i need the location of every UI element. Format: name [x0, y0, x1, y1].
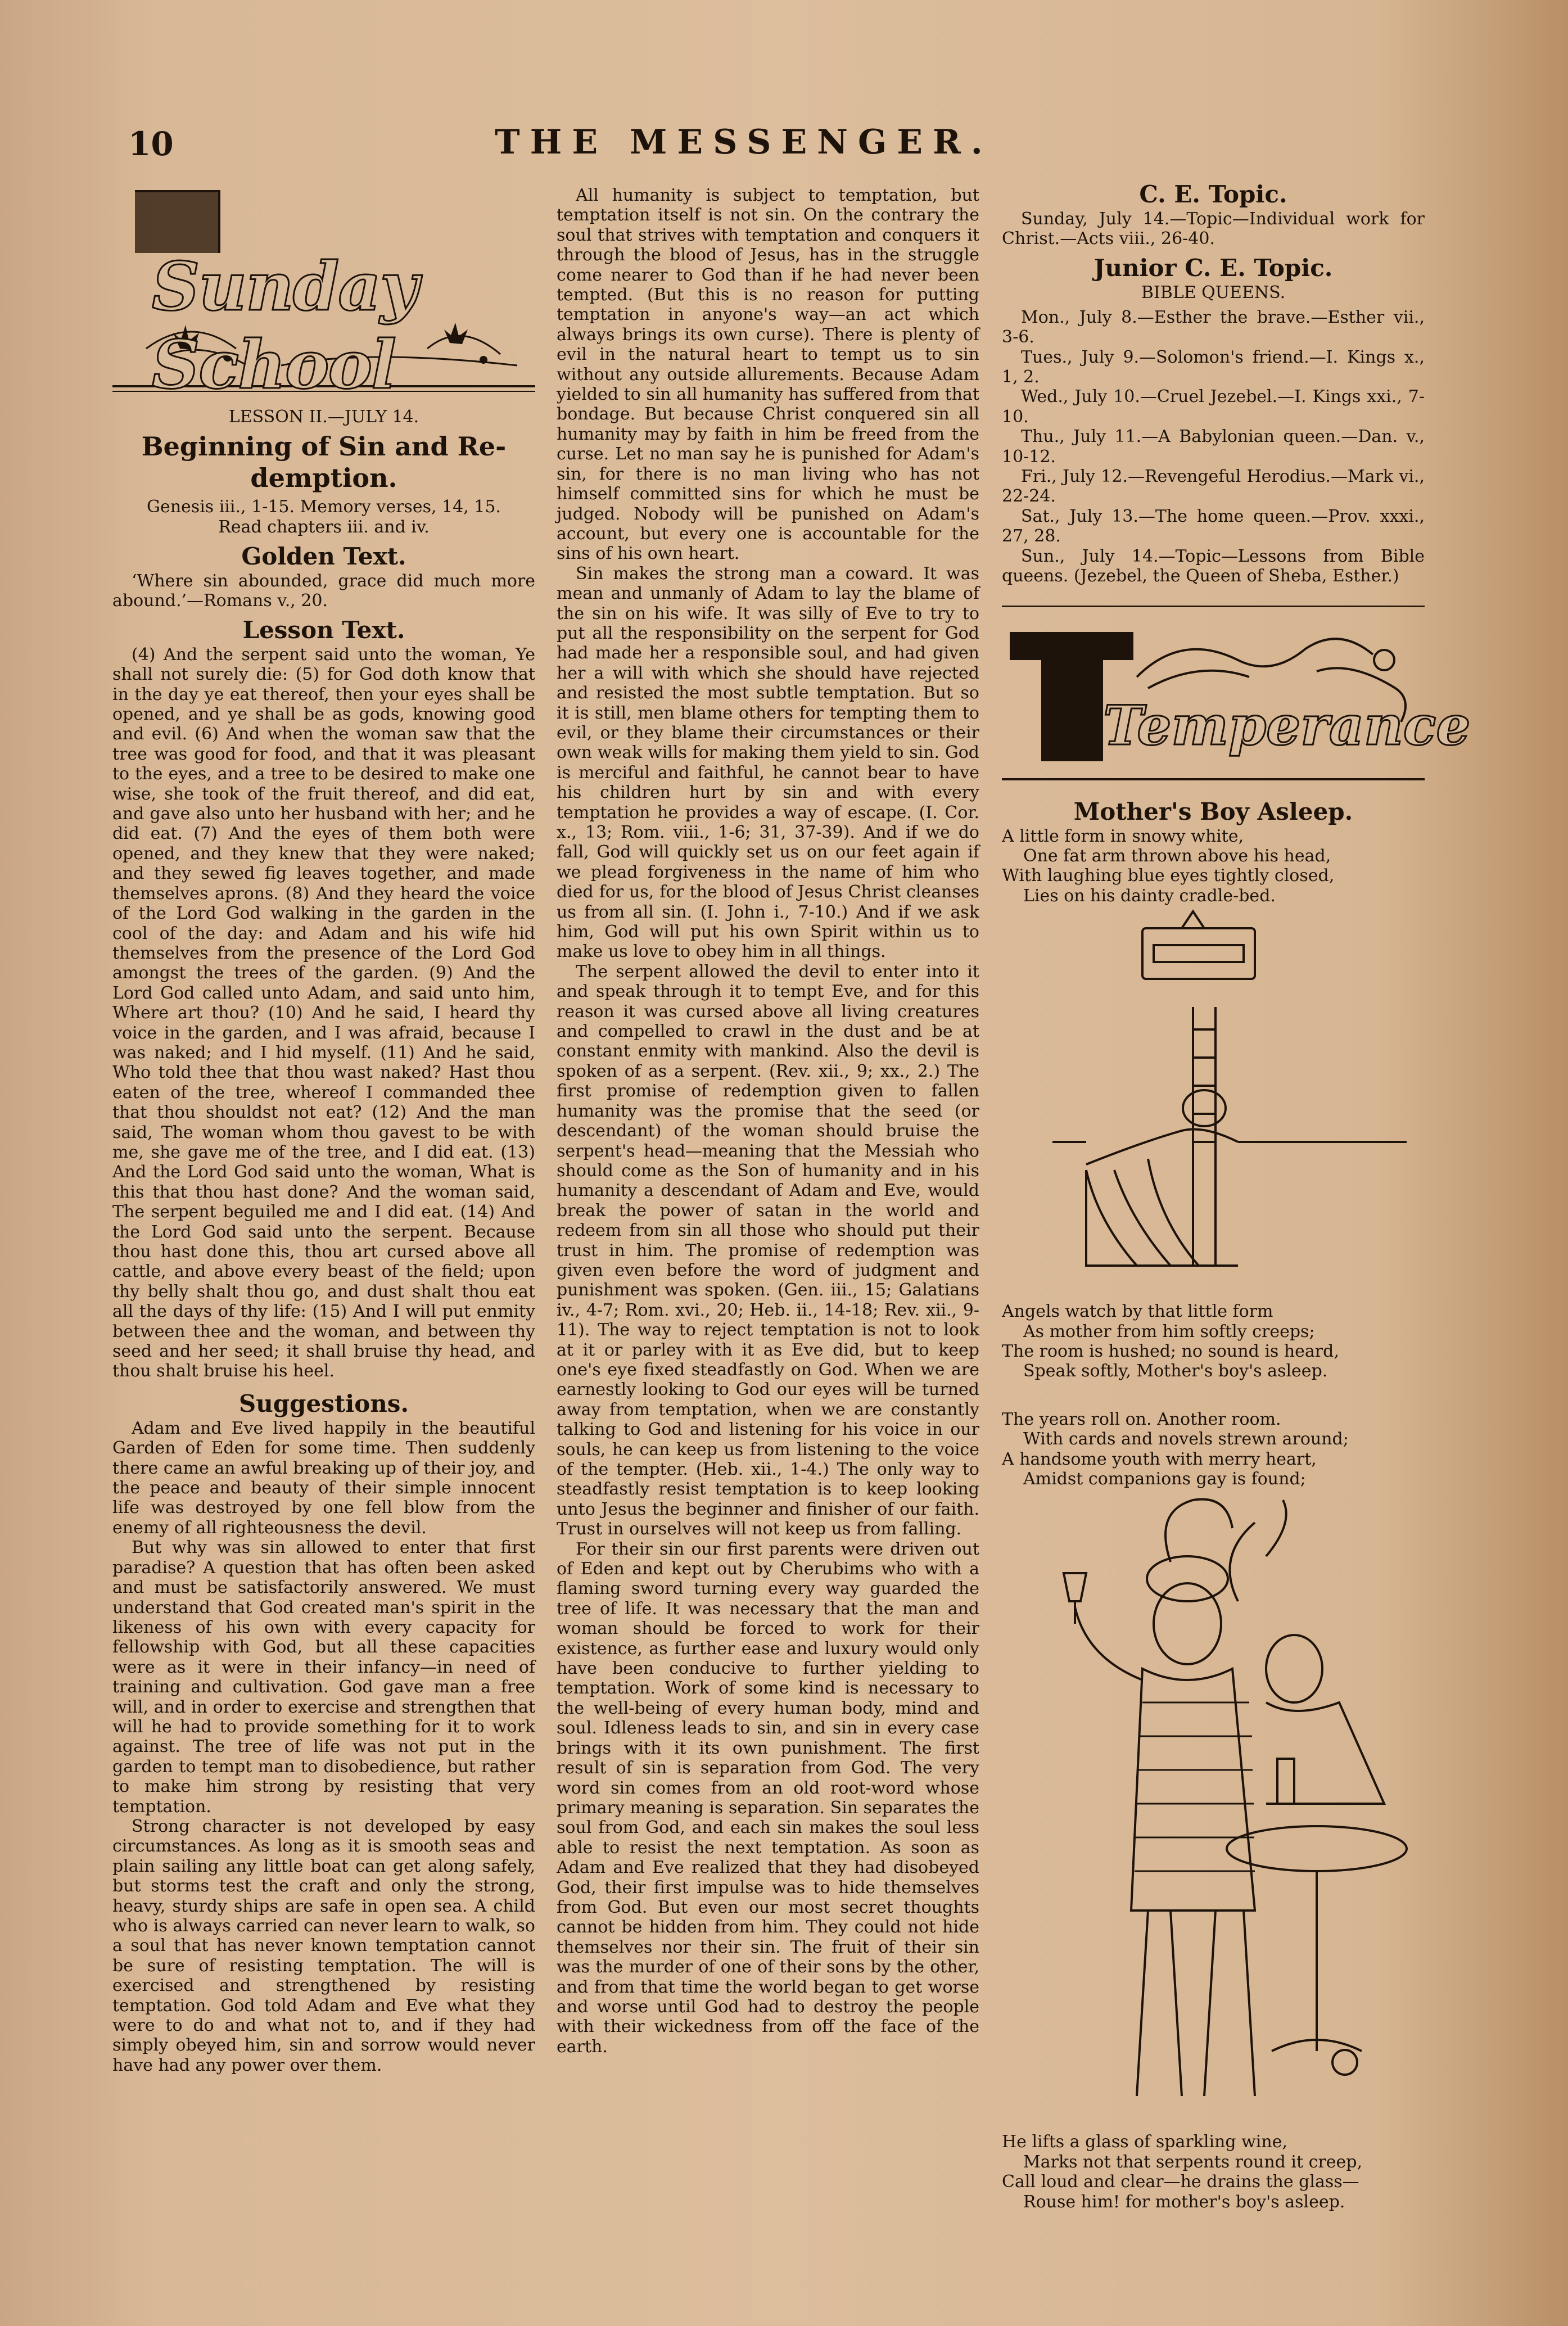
- middle-paragraph: The serpent allowed the devil to enter into it and speak through it to tempt Eve, and for this reason it was cursed above all living creatures and compelled to crawl in the dust and be at constant enmity with mankind. Also the devil is spoken of as a serpent. (Rev. xii., 9; xx., 2.) The first promise of redemption given to fallen humanity was the promise that the seed (or descendant) of the woman should bruise the serpent's head—meaning that the Messiah who should come as the Son of humanity and in his humanity a descendant of Adam and Eve, would break the power of satan in the world and redeem from sin all those who should put their trust in him. The promise of redemption was given even before the word of judgment and punishment was spoken. (Gen. iii., 15; Galatians iv., 4-7; Rom. xvi., 20; Heb. ii., 14-18; Rev. xii., 9-11). The way to reject temptation is not to look at it or parley with it as Eve did, but to keep one's eye fixed steadfastly on God. When we are earnestly looking to God our eyes will be turned away from temptation, when we are constantly talking to God and listening for his voice in our souls, he can keep us from listening to the voice of the tempter. (Heb. xii., 1-4.) The only way to steadfastly resist temptation is to keep looking unto Jesus the beginner and finisher of our faith. Trust in ourselves will not keep us from falling.: [557, 961, 979, 1539]
- lesson-text-heading: Lesson Text.: [242, 616, 405, 644]
- left-column: [112, 180, 535, 2075]
- bible-queens-subheading: BIBLE QUEENS.: [1141, 282, 1286, 302]
- poem-line: Lies on his dainty cradle-bed.: [1023, 886, 1276, 906]
- junior-topic-item: Fri., July 12.—Revengeful Herodius.—Mark vi., 22-24.: [1002, 467, 1425, 507]
- divider: [1002, 606, 1425, 607]
- golden-text-body: ‘Where sin abounded, grace did much more abound.’—Romans v., 20.: [112, 571, 535, 611]
- ce-topic-body: Sunday, July 14.—Topic—Individual work for Christ.—Acts viii., 26-40.: [1002, 209, 1425, 249]
- middle-paragraph: Sin makes the strong man a coward. It was mean and unmanly of Adam to lay the blame of the sin on his wife. It was silly of Eve to try to put all the responsibility on the serpent for God had made her a responsible soul, and had given her a will with which she should have rejected and resisted the most subtle temptation. But so it is still, men blame others for tempting them to evil, or they blame their circumstances or their own weak wills for making them yield to sin. God is merciful and faithful, he cannot bear to have his children hurt by sin and with every temptation he provides a way of escape. (I. Cor. x., 13; Rom. viii., 1-6; 31, 37-39). And if we do fall, God will quickly set us on our feet again if we plead forgiveness in the name of him who died for us, for the blood of Jesus Christ cleanses us from all sin. (I. John i., 7-10.) And if we ask him, God will put his own Spirit within us to make us love to obey him in all things.: [557, 563, 979, 962]
- poem-line: Call loud and clear—he drains the glass—: [1002, 2172, 1359, 2192]
- page-number: 10: [128, 125, 174, 163]
- poem-stanza: [1002, 1302, 1425, 1381]
- middle-text: [557, 186, 979, 2057]
- ce-topic-text: [1002, 209, 1425, 249]
- golden-text-heading: Golden Text.: [241, 543, 406, 570]
- sunday-school-banner-text: Sunday School: [152, 247, 418, 404]
- lesson-title-1: Beginning of Sin and Re-: [141, 431, 507, 462]
- junior-topic-item: Mon., July 8.—Esther the brave.—Esther vii., 3-6.: [1002, 307, 1425, 347]
- middle-paragraph: For their sin our first parents were driven out of Eden and kept out by Cherubims who with a flaming sword turning every way guarded the tree of life. It was necessary that the man and woman should be forced to work for their existence, as further ease and luxury would only have been conducive to further yielding to temptation. Work of some kind is necessary to the well-being of every human body, mind and soul. Idleness leads to sin, and sin in every case brings with it its own punishment. The first result of sin is separation from God. The very word sin comes from an old root-word whose primary meaning is separation. Sin separates the soul from God, and each sin makes the soul less able to resist the next temptation. As soon as Adam and Eve realized that they had disobeyed God, their first impulse was to hide themselves from God. But even our most secret thoughts cannot be hidden from him. They could not hide themselves nor their sin. The fruit of their sin was the murder of one of their sons by the other, and from that time the world began to get worse and worse until God had to destroy the people with their wickedness from off the face of the earth.: [557, 1539, 979, 2057]
- suggestion-paragraph: Adam and Eve lived happily in the beautiful Garden of Eden for some time. Then suddenly there came an awful breaking up of their joy, and the peace and beauty of their simple innocent life was destroyed by one fell blow from the enemy of all righteousness the devil.: [112, 1418, 535, 1538]
- temperance-banner-text: Temperance: [1103, 693, 1471, 757]
- poem-line: The room is hushed; no sound is heard,: [1002, 1341, 1339, 1361]
- poem-line: Rouse him! for mother's boy's asleep.: [1023, 2192, 1345, 2212]
- poem-title: Mother's Boy Asleep.: [1073, 797, 1353, 825]
- junior-topic-item: Thu., July 11.—A Babylonian queen.—Dan. v., 10-12.: [1002, 427, 1425, 467]
- lesson-refs-1: Genesis iii., 1-15. Memory verses, 14, 15.: [147, 497, 501, 517]
- poem-line: He lifts a glass of sparkling wine,: [1002, 2132, 1288, 2152]
- junior-ce-heading: Junior C. E. Topic.: [1093, 254, 1333, 282]
- junior-topic-item: Wed., July 10.—Cruel Jezebel.—I. Kings xxi., 7-10.: [1002, 387, 1425, 427]
- poem-line: Amidst companions gay is found;: [1023, 1469, 1306, 1489]
- drinking-youth-illustration: [1002, 1489, 1425, 2130]
- poem-line: Angels watch by that little form: [1002, 1302, 1273, 1322]
- sunday-school-banner: [112, 180, 535, 404]
- poem-line: Speak softly, Mother's boy's asleep.: [1023, 1361, 1328, 1381]
- poem-line: With cards and novels strewn around;: [1023, 1429, 1349, 1449]
- poem-line: As mother from him softly creeps;: [1023, 1321, 1315, 1342]
- poem-stanza: [1002, 2132, 1425, 2212]
- junior-topic-list: [1002, 308, 1425, 586]
- poem-line: A handsome youth with merry heart,: [1002, 1449, 1317, 1469]
- lesson-refs-2: Read chapters iii. and iv.: [218, 517, 430, 537]
- middle-column: [557, 186, 979, 2057]
- temperance-banner: [1002, 609, 1471, 789]
- sleeping-boy-illustration: [1002, 906, 1425, 1299]
- suggestions-heading: Suggestions.: [238, 1389, 409, 1417]
- lesson-text-body: (4) And the serpent said unto the woman, Ye shall not surely die: (5) for God doth know that in the day ye eat thereof, then your eyes shall be opened, and ye shall be as gods, knowing good and evil. (6) And when the woman saw that the tree was good for food, and that it was pleasant to the eyes, and a tree to be desired to make one wise, she took of the fruit thereof, and did eat, and gave also unto her husband with her; and he did eat. (7) And the eyes of them both were opened, and they knew that they were naked; and they sewed fig leaves together, and made themselves aprons. (8) And they heard the voice of the Lord God walking in the garden in the cool of the day: and Adam and his wife hid themselves from the presence of the Lord God amongst the trees of the garden. (9) And the Lord God called unto Adam, and said unto him, Where art thou? (10) And he said, I heard thy voice in the garden, and I was afraid, because I was naked; and I hid myself. (11) And he said, Who told thee that thou wast naked? Hast thou eaten of the tree, whereof I commanded thee that thou shouldst not eat? (12) And the man said, The woman whom thou gavest to be with me, she gave me of the tree, and I did eat. (13) And the Lord God said unto the woman, What is this that thou hast done? And the woman said, The serpent beguiled me and I did eat. (14) And the Lord God said unto the serpent. Because thou hast done this, thou art cursed above all cattle, and above every beast of the field; upon thy belly shalt thou go, and dust shalt thou eat all the days of thy life: (15) And I will put enmity between thee and the woman, and between thy seed and her seed; it shall bruise thy head, and thou shalt bruise his heel.: [112, 644, 535, 1381]
- lesson-line: LESSON II.—JULY 14.: [228, 407, 419, 427]
- golden-text: [112, 571, 535, 611]
- poem-line: A little form in snowy white,: [1002, 826, 1244, 846]
- poem-line: One fat arm thrown above his head,: [1023, 846, 1331, 866]
- poem-line: The years roll on. Another room.: [1002, 1409, 1281, 1429]
- lesson-title-2: demption.: [250, 463, 397, 493]
- suggestions-text: [112, 1419, 535, 2075]
- middle-paragraph: All humanity is subject to temptation, but temptation itself is not sin. On the contrary the soul that strives with temptation and conquers it through the blood of Jesus, has in the struggle come nearer to God than if he had never been tempted. (But this is no reason for putting temptation in anyone's way—an act which always brings its own curse). There is plenty of evil in the natural heart to tempt us to sin without any outside allurements. Because Adam yielded to sin all humanity has suffered from that bondage. But because Christ conquered sin all humanity may by faith in him be freed from the curse. Let no man say he is punished for Adam's sin, for there is no man living who has not himself committed sins for which he must be judged. Nobody will be punished on Adam's account, but every one is accountable for the sins of his own heart.: [557, 186, 979, 564]
- poem-line: Marks not that serpents round it creep,: [1023, 2152, 1363, 2172]
- suggestion-paragraph: Strong character is not developed by easy circumstances. As long as it is smooth seas and plain sailing any little boat can get along safely, but storms test the craft and only the strong, heavy, sturdy ships are safe in open sea. A child who is always carried can never learn to walk, so a soul that has never known temptation cannot be sure of resisting temptation. The will is exercised and strengthened by resisting temptation. God told Adam and Eve what they were to do and what not to, and if they had simply obeyed him, sin and sorrow would never have had any power over them.: [112, 1816, 535, 2075]
- junior-topic-item: Sun., July 14.—Topic—Lessons from Bible queens. (Jezebel, the Queen of Sheba, Esther.): [1002, 546, 1425, 586]
- poem-line: With laughing blue eyes tightly closed,: [1002, 866, 1335, 886]
- right-column: [1002, 180, 1471, 2212]
- poem-stanza: [1002, 1410, 1425, 1489]
- junior-topic-item: Sat., July 13.—The home queen.—Prov. xxxi., 27, 28.: [1002, 506, 1425, 547]
- junior-topic-item: Tues., July 9.—Solomon's friend.—I. Kings x., 1, 2.: [1002, 347, 1425, 387]
- lesson-text: [112, 645, 535, 1381]
- masthead-title: THE MESSENGER.: [495, 123, 993, 162]
- ce-topic-heading: C. E. Topic.: [1139, 180, 1287, 208]
- poem-stanza: [1002, 826, 1425, 906]
- suggestion-paragraph: But why was sin allowed to enter that first paradise? A question that has often been asked and must be satisfactorily answered. We must understand that God created man's spirit in the likeness of his own with every capacity for fellowship with God, but all these capacities were as it were in their infancy—in need of training and cultivation. God gave man a free will, and in order to exercise and strengthen that will he had to provide something for it to work against. The tree of life was not put in the garden to tempt man to disobedience, but rather to make him strong by resisting that very temptation.: [112, 1538, 535, 1817]
